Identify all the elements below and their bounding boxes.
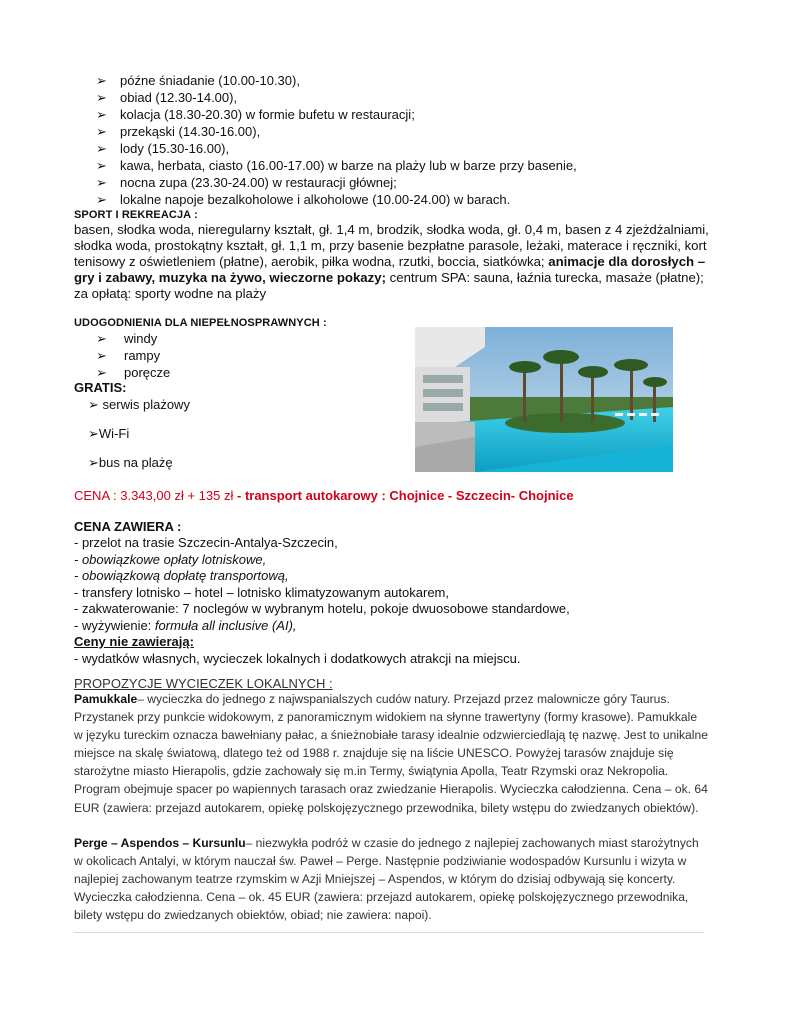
excursion-title: Perge – Aspendos – Kursunlu xyxy=(74,836,246,850)
arrow-bullet-icon: ➢ xyxy=(96,192,107,207)
gratis-item: ➢bus na plażę xyxy=(88,455,173,470)
arrow-bullet-icon: ➢ xyxy=(96,90,107,105)
sport-description: basen, słodka woda, nieregularny kształt, gł. 1,4 m, brodzik, słodka woda, gł. 0,4 m, basen z 4 zjeżdżalniami, słodka woda, prostokątny kształt, gł. 1,1 m, przy basenie bezpłatne parasole, leżaki, materace i ręczniki, kort tenisowy z oświetleniem (płatne), aerobik, piłka wodna, rzutki, boccia, siatkówka; animacje dla dorosłych – gry i zabawy, muzyka na żywo, wieczorne pokazy; centrum SPA: sauna, łaźnia turecka, masaże (płatne); za opłatą: sporty wodne na plaży xyxy=(74,222,709,301)
arrow-bullet-icon: ➢ xyxy=(96,124,107,139)
excursions-heading: PROPOZYCJE WYCIECZEK LOKALNYCH : xyxy=(74,676,333,691)
list-item: - zakwaterowanie: 7 noclegów w wybranym hotelu, pokoje dwuosobowe standardowe, xyxy=(74,601,570,616)
list-item: - transfery lotnisko – hotel – lotnisko klimatyzowanym autokarem, xyxy=(74,584,449,600)
transport-info: - transport autokarowy : Chojnice - Szczecin- Chojnice xyxy=(237,488,574,503)
sport-heading: SPORT I REKREACJA : xyxy=(74,209,198,221)
list-item: - obowiązkowe opłaty lotniskowe, xyxy=(74,551,267,567)
list-item: - przelot na trasie Szczecin-Antalya-Szczecin, xyxy=(74,535,338,550)
excursion-pamukkale: Pamukkale– wycieczka do jednego z najwspanialszych cudów natury. Przejazd przez malownicze góry Taurus. Przystanek przy punkcie widokowym, z panoramicznym widokiem na słynne trawertyny (formy krasowe). Pamukkale w języku tureckim oznacza bawełniany pałac, a śnieżnobiałe tarasy idealnie odzwierciedlają tę nazwę. Jest to unikalne miejsce na skalę światową, dlatego też od 1988 r. znajduje się na liście UNESCO. Powyżej tarasów znajduje się starożytne miasto Hierapolis, gdzie zachowały się m.in Termy, świątynia Apolla, Teatr Rzymski oraz Nekropolia. Program obejmuje spacer po wapiennych tarasach oraz zwiedzanie Hierapolis. Wycieczka całodzienna. Cena – ok. 64 EUR (zawiera: przejazd autokarem, opiekę polskojęzycznego przewodnika, bilety wstępu do zwiedzanych obiektów). xyxy=(74,692,708,815)
hotel-pool-photo xyxy=(415,327,673,472)
price-excludes-heading: Ceny nie zawierają: xyxy=(74,634,194,649)
arrow-bullet-icon: ➢ xyxy=(96,348,107,363)
arrow-bullet-icon: ➢ xyxy=(96,73,107,88)
accessibility-list xyxy=(96,330,170,381)
list-item: ➢ lokalne napoje bezalkoholowe i alkoholowe (10.00-24.00) w barach. xyxy=(96,192,511,207)
divider xyxy=(74,932,704,933)
price-includes-list xyxy=(74,535,570,667)
list-item: ➢ obiad (12.30-14.00), xyxy=(96,90,238,105)
gratis-item: ➢Wi-Fi xyxy=(88,426,130,441)
list-item: ➢ kolacja (18.30-20.30) w formie bufetu w restauracji; xyxy=(96,107,415,122)
arrow-bullet-icon: ➢ xyxy=(96,365,107,380)
arrow-bullet-icon: ➢ xyxy=(96,141,107,156)
arrow-bullet-icon: ➢ xyxy=(88,397,99,412)
arrow-bullet-icon: ➢ xyxy=(88,426,99,441)
list-item: ➢ rampy xyxy=(96,348,161,363)
list-item: ➢ poręcze xyxy=(96,365,171,380)
arrow-bullet-icon: ➢ xyxy=(96,158,107,173)
price-line xyxy=(74,488,574,503)
list-item: ➢ kawa, herbata, ciasto (16.00-17.00) w barze na plaży lub w barze przy basenie, xyxy=(96,158,577,173)
list-item: ➢ nocna zupa (23.30-24.00) w restauracji głównej; xyxy=(96,175,397,190)
pool-photo-illustration xyxy=(415,327,673,472)
list-item: - wyżywienie: formuła all inclusive (AI), xyxy=(74,617,297,633)
price-includes-heading: CENA ZAWIERA : xyxy=(74,519,182,534)
arrow-bullet-icon: ➢ xyxy=(96,175,107,190)
meal-list xyxy=(96,72,577,208)
list-item: ➢ lody (15.30-16.00), xyxy=(96,141,230,156)
gratis-heading: GRATIS: xyxy=(74,380,127,395)
excursion-title: Pamukkale xyxy=(74,692,138,706)
list-item: ➢ późne śniadanie (10.00-10.30), xyxy=(96,73,300,88)
price-excludes-text: - wydatków własnych, wycieczek lokalnych i dodatkowych atrakcji na miejscu. xyxy=(74,650,521,666)
accessibility-heading: UDOGODNIENIA DLA NIEPEŁNOSPRAWNYCH : xyxy=(74,317,327,329)
list-item: ➢ przekąski (14.30-16.00), xyxy=(96,124,261,139)
arrow-bullet-icon: ➢ xyxy=(88,455,99,470)
excursion-perge-aspendos: Perge – Aspendos – Kursunlu– niezwykła podróż w czasie do jednego z najlepiej zachowanych miast starożytnych w okolicach Antalyi, w którym nauczał św. Paweł – Perge. Następnie podziwianie wodospadów Kursunlu i wizyta w najlepiej zachowanym teatrze rzymskim w Azji Mniejszej – Aspendos, w którym do dzisiaj odbywają się koncerty. Wycieczka całodzienna. Cena – ok. 45 EUR (zawiera: przejazd autokarem, opiekę polskojęzycznego przewodnika, bilety wstępu do zwiedzanych obiektów, obiad; nie zawiera: napoi). xyxy=(74,836,699,923)
arrow-bullet-icon: ➢ xyxy=(96,331,107,346)
price-value: CENA : 3.343,00 zł + xyxy=(74,488,196,503)
animation-highlight: animacje dla dorosłych – gry i zabawy, muzyka na żywo, wieczorne pokazy; xyxy=(74,254,706,285)
gratis-item: ➢ serwis plażowy xyxy=(88,397,190,412)
list-item: - obowiązkową dopłatę transportową, xyxy=(74,568,289,583)
price-extra: 135 zł xyxy=(198,488,234,503)
list-item: ➢ windy xyxy=(96,331,158,346)
arrow-bullet-icon: ➢ xyxy=(96,107,107,122)
